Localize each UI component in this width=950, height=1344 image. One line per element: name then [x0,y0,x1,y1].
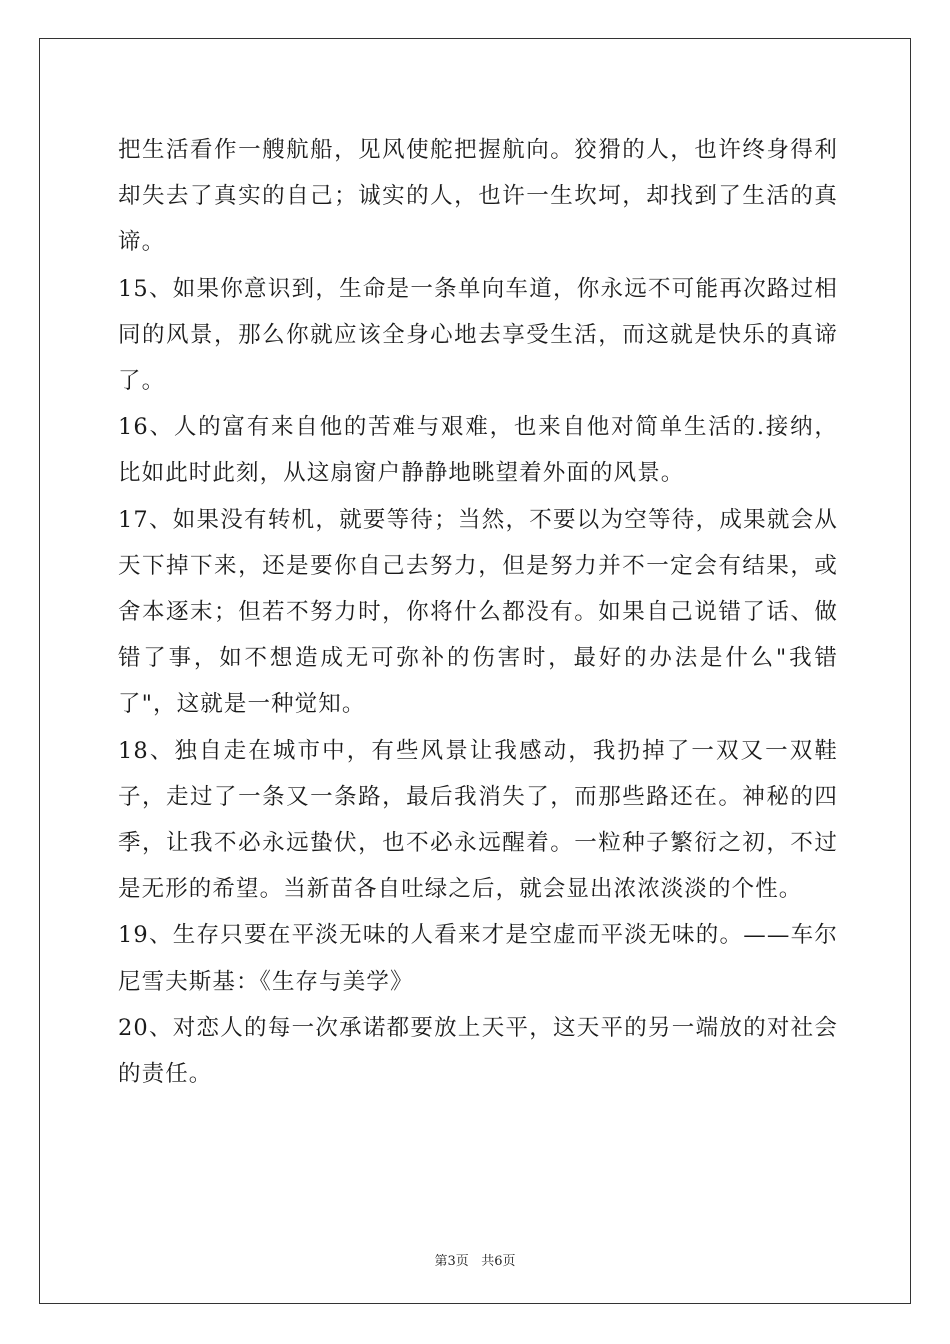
paragraph: 20、对恋人的每一次承诺都要放上天平，这天平的另一端放的对社会的责任。 [118,1014,838,1088]
paragraph: 17、如果没有转机，就要等待；当然，不要以为空等待，成果就会从天下掉下来，还是要你自己去努力，但是努力并不一定会有结果，或舍本逐末；但若不努力时，你将什么都没有。如果自己说错了话、做错了事，如不想造成无可弥补的伤害时，最好的办法是什么"我错了"，这就是一种觉知。 [118,506,838,718]
paragraph: 把生活看作一艘航船，见风使舵把握航向。狡猾的人，也许终身得利却失去了真实的自己；诚实的人，也许一生坎坷，却找到了生活的真谛。 [118,137,838,256]
document-body [118,127,838,1097]
paragraph: 18、独自走在城市中，有些风景让我感动，我扔掉了一双又一双鞋子，走过了一条又一条路，最后我消失了，而那些路还在。神秘的四季，让我不必永远蛰伏，也不必永远醒着。一粒种子繁衍之初，不过是无形的希望。当新苗各自吐绿之后，就会显出浓浓淡淡的个性。 [118,737,838,903]
page-number: 第3页 [434,1254,469,1269]
paragraph: 19、生存只要在平淡无味的人看来才是空虚而平淡无味的。——车尔尼雪夫斯基：《生存与美学》 [118,922,838,995]
paragraph: 15、如果你意识到，生命是一条单向车道，你永远不可能再次路过相同的风景，那么你就应该全身心地去享受生活，而这就是快乐的真谛了。 [118,275,838,395]
page-total: 共6页 [481,1254,516,1269]
page-footer [0,1250,950,1269]
paragraph: 16、人的富有来自他的苦难与艰难，也来自他对简单生活的.接纳，比如此时此刻，从这扇窗户静静地眺望着外面的风景。 [118,414,838,487]
